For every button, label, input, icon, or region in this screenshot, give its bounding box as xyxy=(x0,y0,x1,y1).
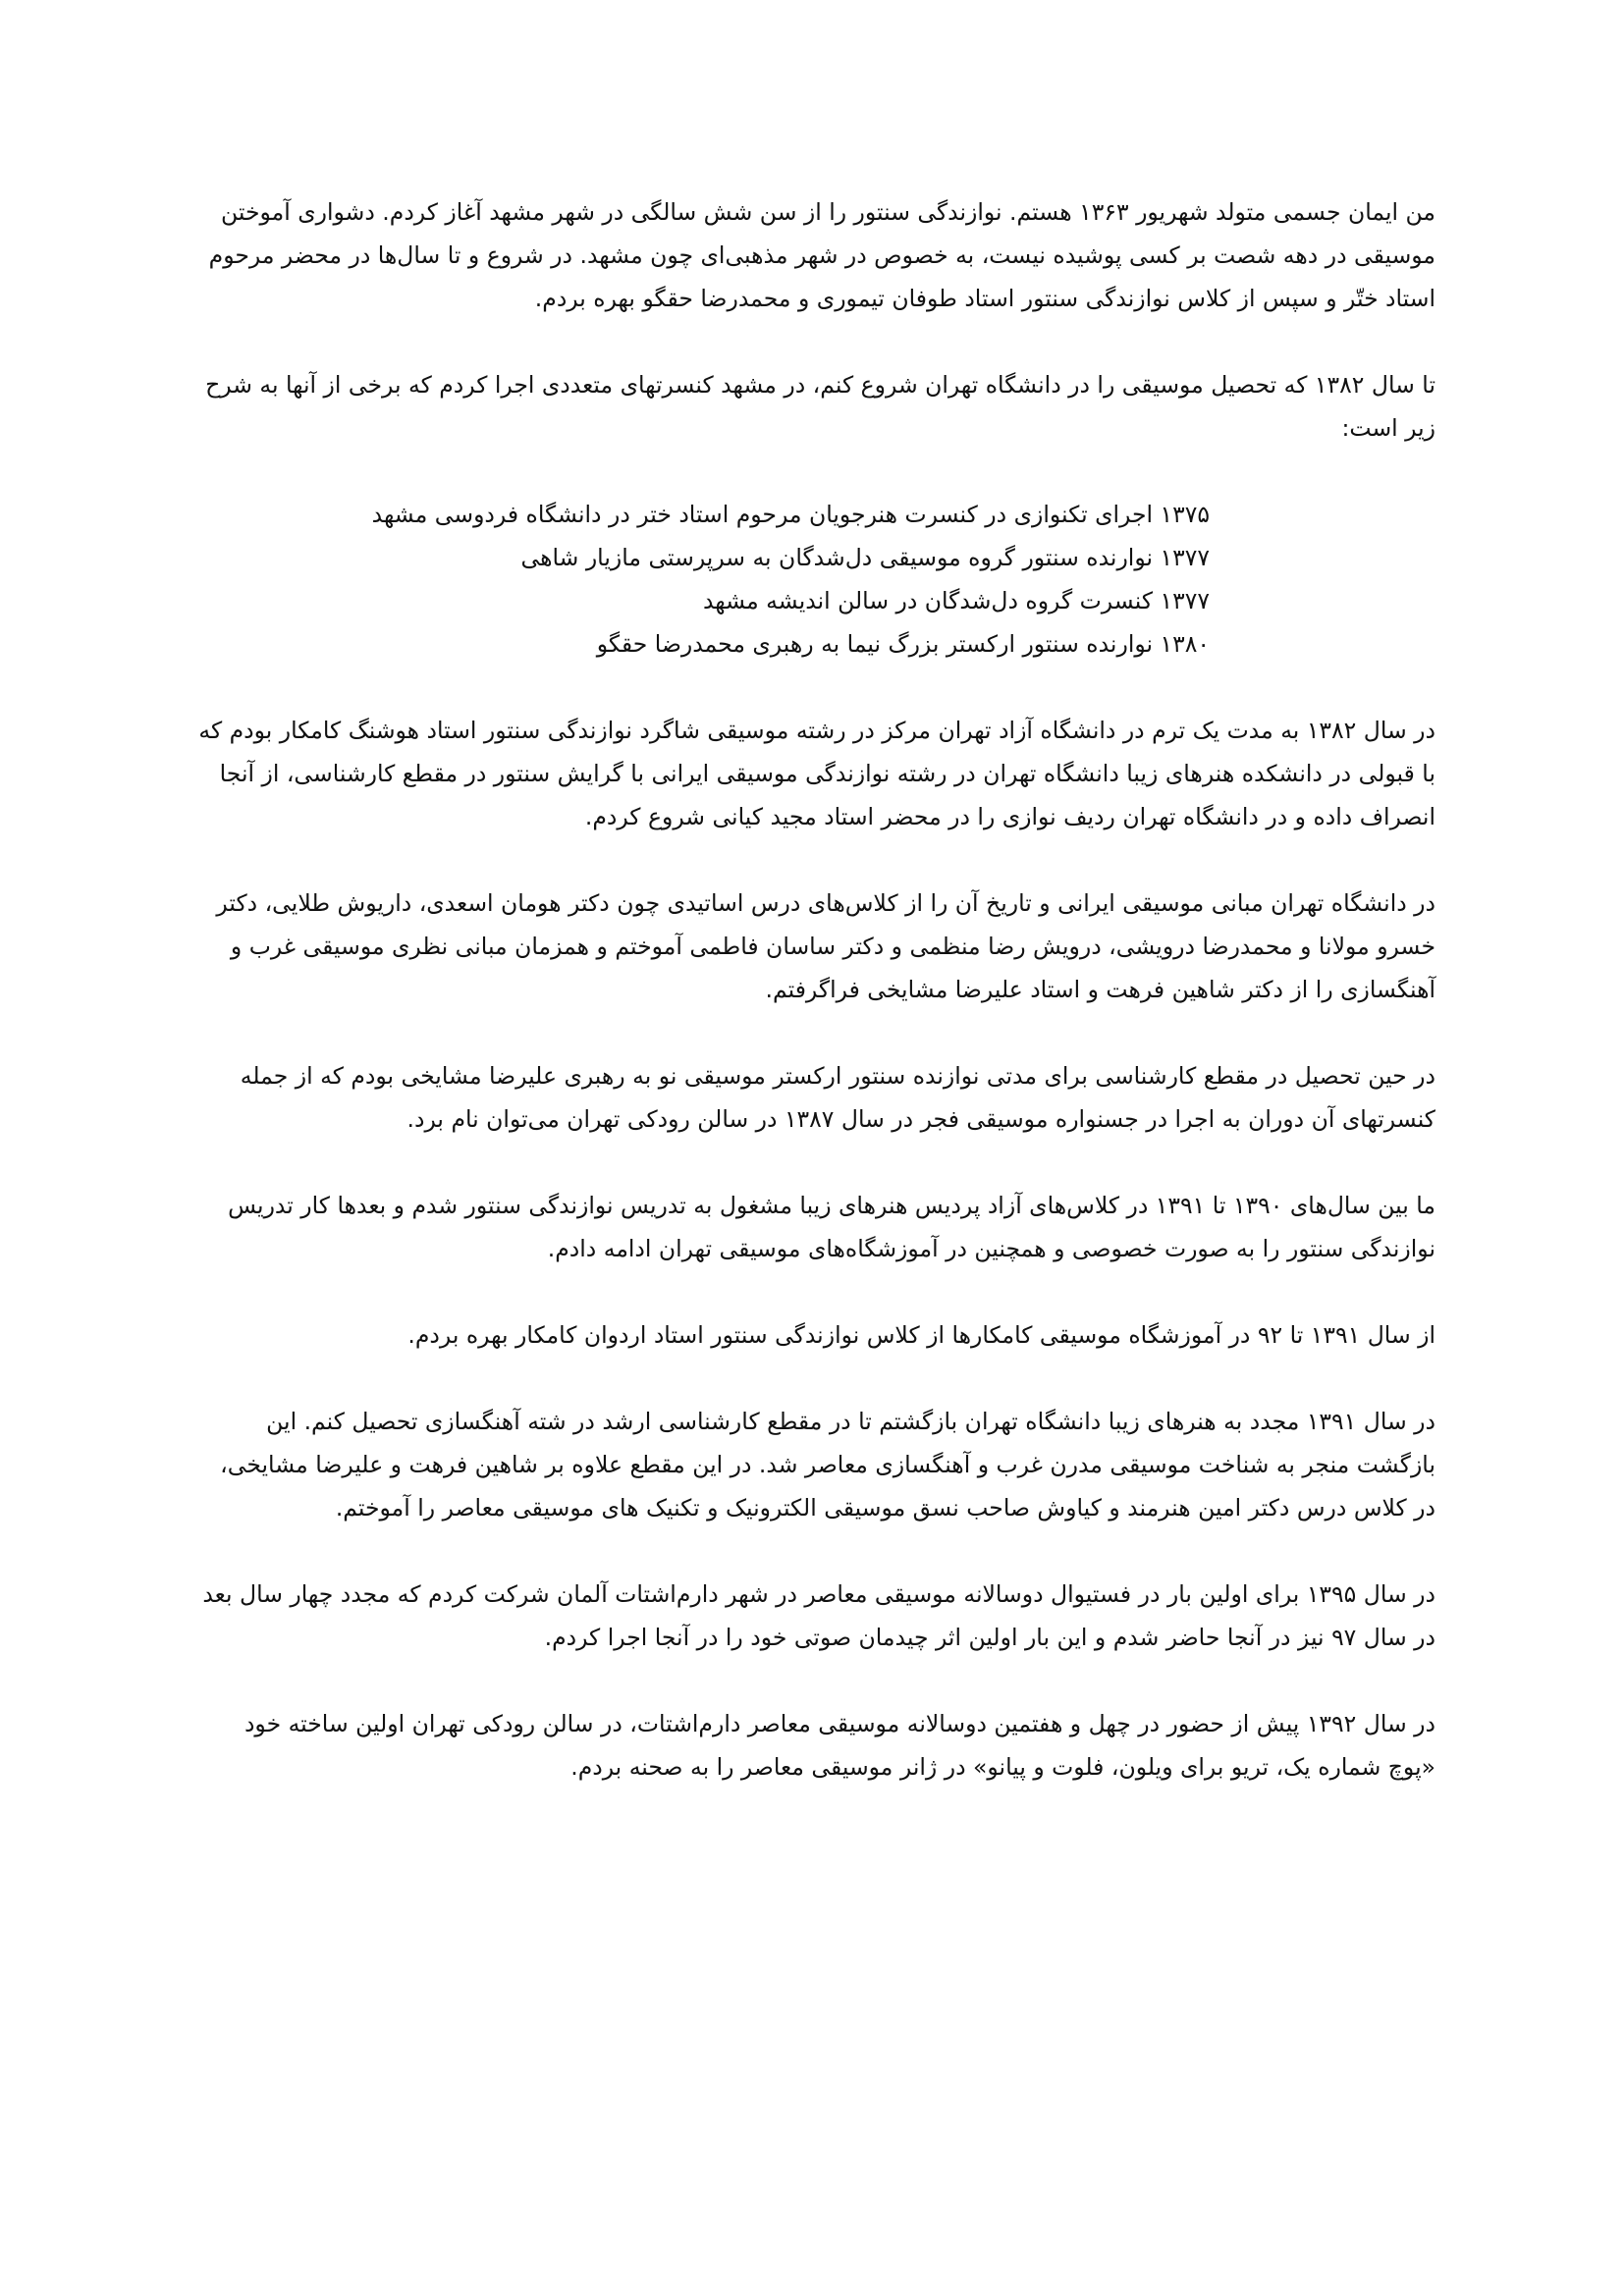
paragraph-first-composition: در سال ۱۳۹۲ پیش از حضور در چهل و هفتمین دوسالانه موسیقی معاصر دارم‌اشتات، در سالن رودکی تهران اولین ساخته خود «پوچ شماره یک، تریو برای ویلون، فلوت و پیانو» در ژانر موسیقی معاصر را به صحنه بردم. xyxy=(244,1710,1435,1781)
paragraph-intro: من ایمان جسمی متولد شهریور ۱۳۶۳ هستم. نوازندگی سنتور را از سن شش سالگی در شهر مشهد آغاز کردم. دشواری آموختن موسیقی در دهه شصت بر کسی پوشیده نیست، به خصوص در شهر مذهبی‌ای چون مشهد. در شروع و تا سال‌ها در محضر مرحوم استاد ختّر و سپس از کلاس نوازندگی سنتور استاد طوفان تیموری و محمدرضا حقگو بهره بردم. xyxy=(208,198,1435,312)
paragraph-kamkars-school: از سال ۱۳۹۱ تا ۹۲ در آموزشگاه موسیقی کامکارها از کلاس نوازندگی سنتور استاد اردوان کامکار بهره بردم. xyxy=(407,1321,1435,1349)
paragraph-new-music-orchestra: در حین تحصیل در مقطع کارشناسی برای مدتی نوازنده سنتور ارکستر موسیقی نو به رهبری علیرضا مشایخی بودم که از جمله کنسرتهای آن دوران به اجرا در جسنواره موسیقی فجر در سال ۱۳۸۷ در سالن رودکی تهران می‌توان نام برد. xyxy=(240,1062,1435,1133)
paragraph-tehran-university: در دانشگاه تهران مبانی موسیقی ایرانی و تاریخ آن را از کلاس‌های درس اساتیدی چون دکتر هومان اسعدی، داریوش طلایی، دکتر خسرو مولانا و محمدرضا درویشی، درویش رضا منظمی و دکتر ساسان فاطمی آموختم و همزمان مبانی نظری موسیقی غرب و آهنگسازی را از دکتر شاهین فرهت و استاد علیرضا مشایخی فراگرفتم. xyxy=(216,889,1435,1003)
paragraph-darmstadt-festival: در سال ۱۳۹۵ برای اولین بار در فستیوال دوسالانه موسیقی معاصر در شهر دارم‌اشتات آلمان شرکت کردم که مجدد چهار سال بعد در سال ۹۷ نیز در آنجا حاضر شدم و این بار اولین اثر چیدمان صوتی خود را در آنجا اجرا کردم. xyxy=(202,1580,1435,1651)
paragraph-masters-degree: در سال ۱۳۹۱ مجدد به هنرهای زیبا دانشگاه تهران بازگشتم تا در مقطع کارشناسی ارشد در شته آهنگسازی تحصیل کنم. این بازگشت منجر به شناخت موسیقی مدرن غرب و آهنگسازی معاصر شد. در این مقطع علاوه بر شاهین فرهت و علیرضا مشایخی، در کلاس درس دکتر امین هنرمند و کیاوش صاحب نسق موسیقی الکترونیک و تکنیک های موسیقی معاصر را آموختم. xyxy=(220,1408,1435,1522)
paragraph-concerts-intro: تا سال ۱۳۸۲ که تحصیل موسیقی را در دانشگاه تهران شروع کنم، در مشهد کنسرتهای متعددی اجرا کردم که برخی از آنها به شرح زیر است: xyxy=(205,371,1435,442)
list-item: ۱۳۸۰ نوارنده سنتور ارکستر بزرگ نیما به رهبری محمدرضا حقگو xyxy=(596,630,1210,658)
paragraph-teaching: ما بین سال‌های ۱۳۹۰ تا ۱۳۹۱ در کلاس‌های آزاد پردیس هنرهای زیبا مشغول به تدریس نوازندگی سنتور شدم و بعدها کار تدریس نوازندگی سنتور را به صورت خصوصی و همچنین در آموزشگاه‌های موسیقی تهران ادامه دادم. xyxy=(228,1192,1435,1262)
list-item: ۱۳۷۷ کنسرت گروه دل‌شدگان در سالن اندیشه مشهد xyxy=(702,587,1210,614)
concert-list xyxy=(196,493,1210,666)
list-item: ۱۳۷۵ اجرای تکنوازی در کنسرت هنرجویان مرحوم استاد ختر در دانشگاه فردوسی مشهد xyxy=(371,501,1210,528)
document-body xyxy=(196,190,1435,1832)
paragraph-azad-university: در سال ۱۳۸۲ به مدت یک ترم در دانشگاه آزاد تهران مرکز در رشته موسیقی شاگرد نوازندگی سنتور استاد هوشنگ کامکار بودم که با قبولی در دانشکده هنرهای زیبا دانشگاه تهران در رشته نوازندگی موسیقی ایرانی با گرایش سنتور در مقطع کارشناسی، از آنجا انصراف داده و در دانشگاه تهران ردیف نوازی را در محضر استاد مجید کیانی شروع کردم. xyxy=(198,717,1435,830)
list-item: ۱۳۷۷ نوارنده سنتور گروه موسیقی دل‌شدگان به سرپرستی مازیار شاهی xyxy=(520,544,1210,571)
